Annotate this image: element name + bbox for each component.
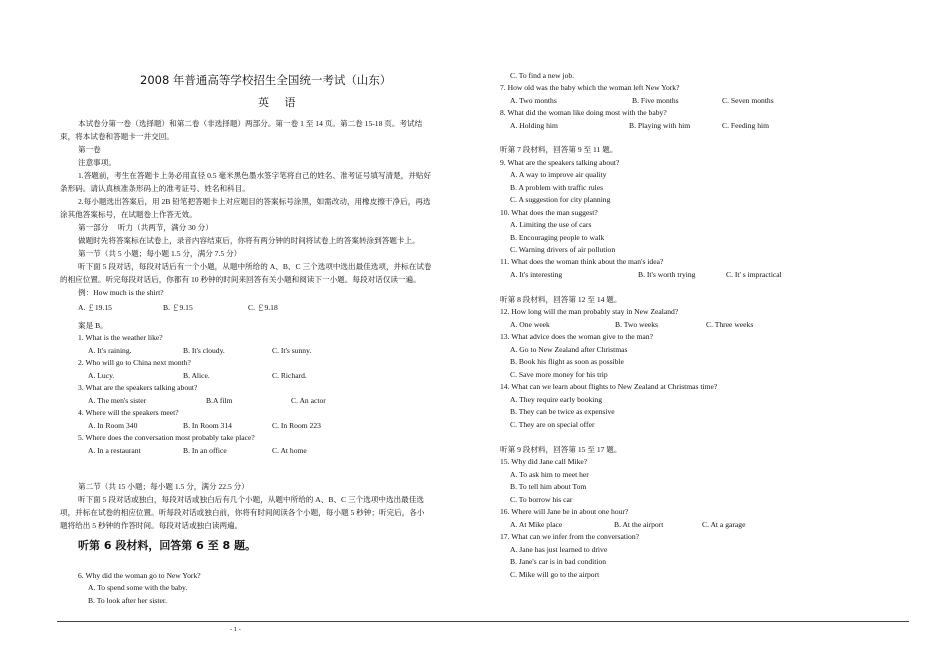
question: 12. How long will the man probably stay in New Zealand? xyxy=(500,307,679,316)
option: C. At a garage xyxy=(702,520,746,529)
section-2-text: 题将给出 5 秒钟的作答时间。每段对话或独白读两遍。 xyxy=(60,521,243,530)
intro-line: 第一卷 xyxy=(78,145,101,154)
option: A. Holding him xyxy=(510,121,558,130)
example-option: A. ￡19.15 xyxy=(78,303,112,312)
option: A. In a restaurant xyxy=(88,446,141,455)
page-title: 2008 年普通高等学校招生全国统一考试（山东） xyxy=(140,73,392,87)
intro-line: 2.每小题选出答案后，用 2B 铅笔把答题卡上对应题目的答案标号涂黑，如需改动，用橡皮擦干净后，再选 xyxy=(78,197,431,206)
intro-line: 束，将本试卷和答题卡一并交回。 xyxy=(60,132,174,141)
option: C. Mike will go to the airport xyxy=(510,570,600,579)
option: C. They are on special offer xyxy=(510,420,595,429)
option: B. At the airport xyxy=(614,520,664,529)
option: B. Alice. xyxy=(183,371,210,380)
intro-line: 注意事项。 xyxy=(78,158,116,167)
option: A. At Mike place xyxy=(510,520,563,529)
option: C. A suggestion for city planning xyxy=(510,195,611,204)
question: 10. What does the man suggest? xyxy=(500,208,598,217)
question: 6. Why did the woman go to New York? xyxy=(78,571,201,580)
intro-line: 第一部分 听力（共两节，满分 30 分） xyxy=(78,223,213,232)
question: 9. What are the speakers talking about? xyxy=(500,158,620,167)
option: B. A problem with traffic rules xyxy=(510,183,604,192)
option: B. In an office xyxy=(183,446,227,455)
question: 4. Where will the speakers meet? xyxy=(78,408,179,417)
intro-line: 涂其他答案标号，在试题卷上作答无效。 xyxy=(60,210,197,219)
option: A. Two months xyxy=(510,96,557,105)
option: A. It's raining. xyxy=(88,346,132,355)
example-option: C. ￡9.18 xyxy=(248,303,278,312)
question: 7. How old was the baby which the woman left New York? xyxy=(500,83,680,92)
question: 14. What can we learn about flights to New Zealand at Christmas time? xyxy=(500,382,718,391)
intro-line: 1.答题前，考生在答题卡上务必用直径 0.5 毫米黑色墨水签字笔将自己的姓名、准考证号填写清楚，并贴好 xyxy=(78,171,432,180)
option: B. They can be twice as expensive xyxy=(510,407,615,416)
option: B. To look after her sister. xyxy=(88,596,167,605)
question: 2. Who will go to China next month? xyxy=(78,358,191,367)
option: B. It's worth trying xyxy=(638,270,696,279)
option: C. To find a new job. xyxy=(510,71,575,80)
option: B.A film xyxy=(206,396,233,405)
option: C. At home xyxy=(272,446,307,455)
option: C. In Room 223 xyxy=(272,421,321,430)
option: C. Feeding him xyxy=(722,121,770,130)
section-2-heading: 第二节（共 15 小题；每小题 1.5 分，满分 22.5 分） xyxy=(78,482,249,491)
option: A. One week xyxy=(510,320,550,329)
section-2-text: 听下面 5 段对话或独白，每段对话或独白后有几个小题，从题中所给的 A、B、C 三个选项中选出最佳选 xyxy=(78,495,424,504)
option: A. To spend some with the baby. xyxy=(88,583,188,592)
option: B. It's cloudy. xyxy=(183,346,225,355)
question: 11. What does the woman think about the man's idea? xyxy=(500,257,664,266)
question: 17. What can we infer from the conversation? xyxy=(500,532,640,541)
intro-line: 听下面 5 段对话，每段对话后有一个小题，从题中所给的 A、B、C 三个选项中选出最佳选项，并标在试卷 xyxy=(78,262,432,271)
option: A. Lucy. xyxy=(88,371,115,380)
footer-divider xyxy=(57,621,909,622)
option: C. It' s impractical xyxy=(726,270,782,279)
example-question: 例：How much is the shirt? xyxy=(78,288,164,297)
intro-line: 本试卷分第一卷（选择题）和第二卷（非选择题）两部分。第一卷 1 至 14 页。第二卷 15-18 页。考试结 xyxy=(78,119,423,128)
option: B. Jane's car is in bad condition xyxy=(510,557,607,566)
segment-heading: 听第 8 段材料，回答第 12 至 14 题。 xyxy=(500,295,622,304)
option: B. Book his flight as soon as possible xyxy=(510,357,624,366)
intro-line: 做题时先将答案标在试卷上，录音内容结束后，你将有两分钟的时间将试卷上的答案转涂到答题卡上。 xyxy=(78,236,420,245)
section-6-heading: 听第 6 段材料，回答第 6 至 8 题。 xyxy=(78,539,256,552)
question: 16. Where will Jane be in about one hour? xyxy=(500,507,629,516)
option: B. In Room 314 xyxy=(183,421,232,430)
subject-heading: 英 语 xyxy=(258,96,302,109)
option: B. Two weeks xyxy=(615,320,658,329)
page-number: - 1 - xyxy=(230,626,241,633)
question: 13. What advice does the woman give to the man? xyxy=(500,332,653,341)
option: C. Warning drivers of air pollution xyxy=(510,245,616,254)
option: C. Save more money for his trip xyxy=(510,370,608,379)
option: B. Encouraging people to walk xyxy=(510,233,605,242)
question: 3. What are the speakers talking about? xyxy=(78,383,198,392)
option: A. Jane has just learned to drive xyxy=(510,545,608,554)
section-2-text: 项，并标在试卷的相应位置。听每段对话或独白前，你将有时间阅读各个小题，每小题 5 秒钟；听完后，各小 xyxy=(60,508,425,517)
option: C. An actor xyxy=(291,396,326,405)
option: C. It's sunny. xyxy=(272,346,312,355)
option: A. To ask him to meet her xyxy=(510,470,589,479)
option: C. Richard. xyxy=(272,371,307,380)
example-answer: 案是 B。 xyxy=(78,321,108,330)
question: 1. What is the weather like? xyxy=(78,333,163,342)
intro-line: 条形码。请认真核准条形码上的准考证号、姓名和科目。 xyxy=(60,184,250,193)
option: B. Five months xyxy=(632,96,679,105)
option: A. They require early booking xyxy=(510,395,603,404)
option: A. It's interesting xyxy=(510,270,563,279)
option: A. The men's sister xyxy=(88,396,147,405)
question: 15. Why did Jane call Mike? xyxy=(500,457,588,466)
option: B. Playing with him xyxy=(629,121,691,130)
question: 5. Where does the conversation most probably take place? xyxy=(78,433,255,442)
question: 8. What did the woman like doing most with the baby? xyxy=(500,108,667,117)
option: C. To borrow his car xyxy=(510,495,573,504)
option: C. Seven months xyxy=(722,96,774,105)
option: B. To tell him about Tom xyxy=(510,482,587,491)
example-option: B. ￡9.15 xyxy=(163,303,193,312)
option: A. Limiting the use of cars xyxy=(510,220,592,229)
intro-line: 第一节（共 5 小题；每小题 1.5 分，满分 7.5 分） xyxy=(78,249,242,258)
option: A. A way to improve air quality xyxy=(510,170,607,179)
option: A. Go to New Zealand after Christmas xyxy=(510,345,628,354)
segment-heading: 听第 9 段材料，回答第 15 至 17 题。 xyxy=(500,445,622,454)
option: A. In Room 340 xyxy=(88,421,138,430)
segment-heading: 听第 7 段材料，回答第 9 至 11 题。 xyxy=(500,145,618,154)
intro-line: 的相应位置。听完每段对话后，你都有 10 秒钟的时间来回答有关小题和阅读下一小题。每段对话仅读一遍。 xyxy=(60,275,421,284)
option: C. Three weeks xyxy=(706,320,754,329)
